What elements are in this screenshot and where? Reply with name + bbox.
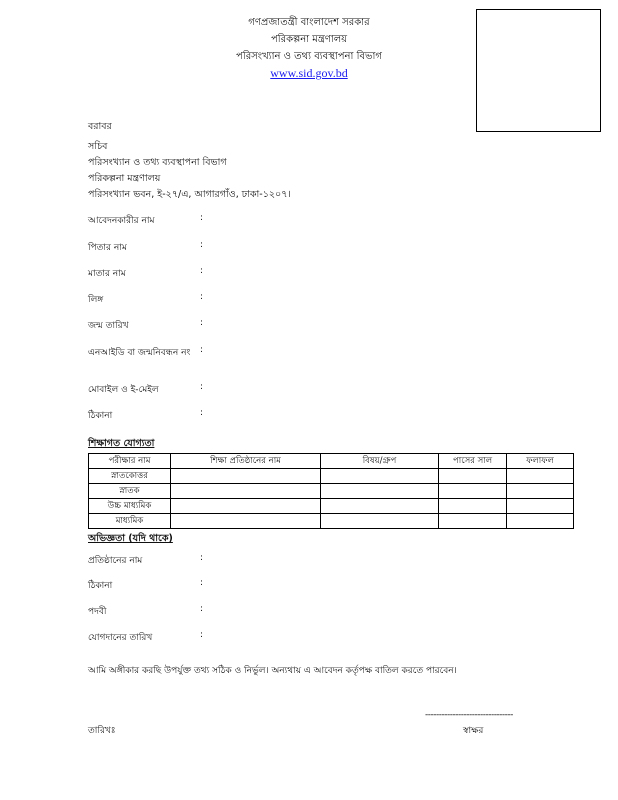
address-line-2: পরিসংখ্যান ও তথ্য ব্যবস্থাপনা বিভাগ — [88, 157, 227, 168]
dob-label: জন্ম তারিখ — [88, 321, 129, 331]
address-line-3: পরিকল্পনা মন্ত্রণালয় — [88, 173, 161, 184]
table-row — [89, 469, 574, 484]
table-cell[interactable] — [439, 499, 507, 514]
table-row — [89, 514, 574, 529]
address-line-4: পরিসংখ্যান ভবন, ই-২৭/এ, আগারগাঁও, ঢাকা-১২০৭। — [88, 189, 291, 200]
table-cell[interactable] — [321, 499, 439, 514]
exam-name: মাধ্যমিক — [89, 514, 171, 529]
address-label: ঠিকানা — [88, 411, 113, 421]
header-line-ministry: পরিকল্পনা মন্ত্রণালয় — [270, 34, 348, 45]
address-line-1: সচিব — [88, 141, 108, 152]
applicant-name-label: আবেদনকারীর নাম — [88, 216, 155, 226]
join-date-label: যোগদানের তারিখ — [88, 633, 153, 643]
table-cell[interactable] — [171, 469, 321, 484]
header-exam: পরীক্ষার নাম — [89, 454, 171, 469]
mobile-email-label: মোবাইল ও ই-মেইল — [88, 385, 159, 395]
table-cell[interactable] — [321, 484, 439, 499]
date-label: তারিখঃ — [88, 726, 116, 736]
education-title: শিক্ষাগত যোগ্যতা — [88, 438, 155, 449]
table-cell[interactable] — [321, 514, 439, 529]
table-header-row — [89, 454, 574, 469]
experience-title: অভিজ্ঞতা (যদি থাকে) — [88, 533, 173, 544]
header-pass-year: পাসের সাল — [439, 454, 507, 469]
table-cell[interactable] — [439, 514, 507, 529]
exam-name: উচ্চ মাধ্যমিক — [89, 499, 171, 514]
table-row — [89, 484, 574, 499]
designation-label: পদবী — [88, 607, 107, 617]
header-subject: বিষয়/গ্রুপ — [321, 454, 439, 469]
education-table — [88, 453, 574, 529]
header-line-division: পরিসংখ্যান ও তথ্য ব্যবস্থাপনা বিভাগ — [236, 51, 382, 62]
exam-name: স্নাতকোত্তর — [89, 469, 171, 484]
father-name-label: পিতার নাম — [88, 243, 127, 253]
declaration-text: আমি অঙ্গীকার করছি উপর্যুক্ত তথ্য সঠিক ও নির্ভুল। অন্যথায় এ আবেদন কর্তৃপক্ষ বাতিল করতে পারবেন। — [88, 666, 457, 676]
exam-name: স্নাতক — [89, 484, 171, 499]
table-cell[interactable] — [321, 469, 439, 484]
colon: : — [200, 292, 204, 302]
table-cell[interactable] — [171, 484, 321, 499]
header-institution: শিক্ষা প্রতিষ্ঠানের নাম — [171, 454, 321, 469]
colon: : — [200, 382, 204, 392]
table-cell[interactable] — [507, 484, 574, 499]
colon: : — [200, 604, 204, 614]
table-cell[interactable] — [507, 514, 574, 529]
signature-label: স্বাক্ষর — [463, 726, 484, 736]
signature-line: -------------------------------- — [425, 710, 513, 720]
org-name-label: প্রতিষ্ঠানের নাম — [88, 556, 143, 566]
colon: : — [200, 213, 204, 223]
colon: : — [200, 553, 204, 563]
colon: : — [200, 240, 204, 250]
colon: : — [200, 345, 204, 355]
table-cell[interactable] — [507, 469, 574, 484]
colon: : — [200, 318, 204, 328]
website-link[interactable]: www.sid.gov.bd — [270, 66, 348, 80]
org-address-label: ঠিকানা — [88, 581, 113, 591]
header-line-govt: গণপ্রজাতন্ত্রী বাংলাদেশ সরকার — [248, 17, 370, 28]
mother-name-label: মাতার নাম — [88, 269, 126, 279]
gender-label: লিঙ্গ — [88, 295, 104, 305]
photo-box — [476, 9, 601, 132]
table-cell[interactable] — [507, 499, 574, 514]
colon: : — [200, 578, 204, 588]
table-cell[interactable] — [171, 499, 321, 514]
header-result: ফলাফল — [507, 454, 574, 469]
table-cell[interactable] — [171, 514, 321, 529]
colon: : — [200, 266, 204, 276]
address-to: বরাবর — [88, 121, 112, 132]
colon: : — [200, 408, 204, 418]
table-cell[interactable] — [439, 484, 507, 499]
table-row — [89, 499, 574, 514]
colon: : — [200, 630, 204, 640]
table-cell[interactable] — [439, 469, 507, 484]
nid-label: এনআইডি বা জন্মনিবন্ধন নং — [88, 348, 191, 358]
